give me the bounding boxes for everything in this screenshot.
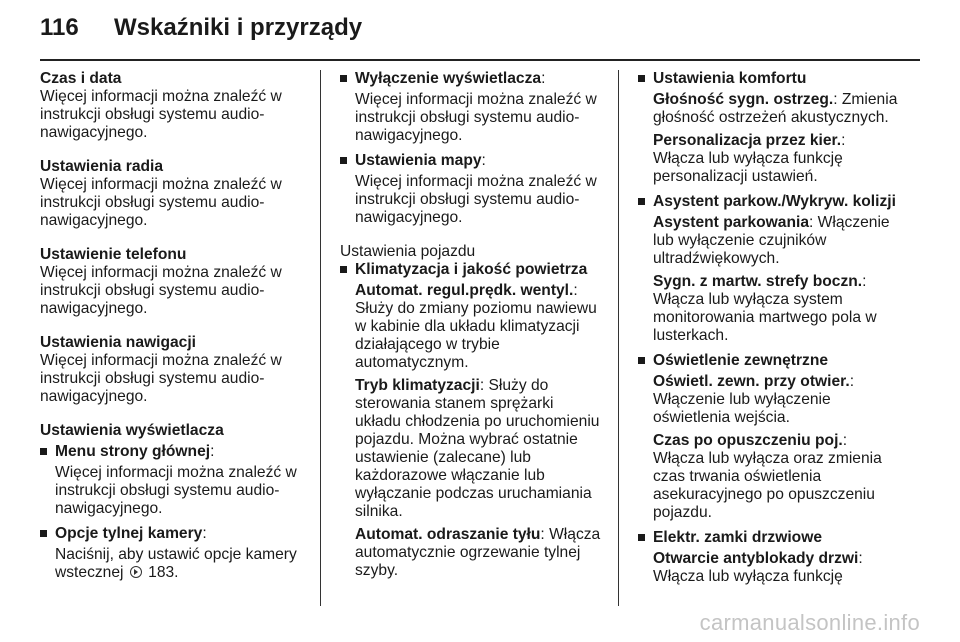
item-paragraph: Czas po opuszczeniu poj.: Włącza lub wyłącza oraz zmienia czas trwania oświetlenia asekuracyjnego po opuszczeniu pojazdu. xyxy=(653,432,882,521)
bullet-head: Ustawienia komfortu xyxy=(653,70,807,87)
page-number: 116 xyxy=(40,14,79,41)
column-separator xyxy=(320,70,321,606)
item-text: Włącza lub wyłącza funkcję personalizacji ustawień. xyxy=(653,150,843,185)
item-paragraph: Głośność sygn. ostrzeg.: Zmienia głośność ostrzeżeń akustycznych. xyxy=(653,91,898,126)
bullet-head: Oświetlenie zewnętrzne xyxy=(653,352,829,369)
bullet-head: Klimatyzacja i jakość powietrza xyxy=(355,261,588,278)
bullet-item: Menu strony głównej: xyxy=(40,443,302,461)
bullet-text xyxy=(40,546,302,582)
item-term: Personalizacja przez kier. xyxy=(653,132,842,149)
item-term: Czas po opuszczeniu poj. xyxy=(653,432,843,449)
section-text: Więcej informacji można znaleźć w instrukcji obsługi systemu audio-nawigacyjnego. xyxy=(40,264,282,317)
page-title: Wskaźniki i przyrządy xyxy=(114,14,363,41)
item-paragraph: Automat. regul.prędk. wentyl.: Służy do zmiany poziomu nawiewu w kabinie dla układu klimatyzacji działającego w trybie automatycznym. xyxy=(355,282,597,371)
page-header xyxy=(40,14,362,44)
item-term: Oświetl. zewn. przy otwier. xyxy=(653,373,850,390)
item-text: Zmienia głośność ostrzeżeń akustycznych. xyxy=(653,91,898,126)
bullet-item xyxy=(638,352,900,370)
section-title: Ustawienia nawigacji xyxy=(40,334,196,351)
ref-text: Naciśnij, aby ustawić opcje kamery wstecznej xyxy=(55,546,297,581)
section-title: Czas i data xyxy=(40,70,122,87)
bullet-head: Menu strony głównej xyxy=(55,443,211,460)
item-paragraph: Automat. odraszanie tyłu: Włącza automatycznie ogrzewanie tylnej szyby. xyxy=(355,526,601,579)
item-text: Włącza lub wyłącza oraz zmienia czas trwania oświetlenia asekuracyjnego po opuszczeniu pojazdu. xyxy=(653,450,882,521)
bullet-head: Ustawienia mapy xyxy=(355,152,482,169)
bullet-item xyxy=(638,70,900,88)
column-1 xyxy=(40,70,302,598)
item-term: Głośność sygn. ostrzeg. xyxy=(653,91,834,108)
bullet-item: Ustawienia mapy: xyxy=(340,152,602,170)
section-navigation xyxy=(40,334,302,406)
header-rule xyxy=(40,59,920,61)
bullet-head: Asystent parkow./Wykryw. kolizji xyxy=(653,193,896,210)
watermark: carmanualsonline.info xyxy=(699,610,920,635)
item-text: Włącza automatycznie ogrzewanie tylnej szyby. xyxy=(355,526,601,579)
section-display xyxy=(40,422,302,582)
item-paragraph: Asystent parkowania: Włączenie lub wyłączenie czujników ultradźwiękowych. xyxy=(653,214,890,267)
bullet-head: Wyłączenie wyświetlacza xyxy=(355,70,542,87)
bullet-item: Opcje tylnej kamery: xyxy=(40,525,302,543)
item-text: Służy do sterowania stanem sprężarki układu chłodzenia po uruchomieniu pojazdu. Można wybrać ostatnie ustawienie (zalecane) lub każdorazowe włączanie lub wyłączanie podczas uruchamiania silnika. xyxy=(355,377,600,520)
item-text: Włącza lub wyłącza system monitorowania martwego pola w lusterkach. xyxy=(653,291,877,344)
section-title: Ustawienie telefonu xyxy=(40,246,187,263)
bullet-text: Więcej informacji można znaleźć w instrukcji obsługi systemu audio-nawigacyjnego. xyxy=(355,173,597,226)
column-separator xyxy=(618,70,619,606)
bullet-item xyxy=(340,261,602,279)
item-term: Asystent parkowania xyxy=(653,214,809,231)
item-term: Sygn. z martw. strefy boczn. xyxy=(653,273,863,290)
section-title: Ustawienia radia xyxy=(40,158,164,175)
column-3 xyxy=(638,70,900,586)
section-text: Więcej informacji można znaleźć w instrukcji obsługi systemu audio-nawigacyjnego. xyxy=(40,352,282,405)
section-text: Więcej informacji można znaleźć w instrukcji obsługi systemu audio-nawigacyjnego. xyxy=(40,88,282,141)
section-phone xyxy=(40,246,302,318)
column-2 xyxy=(340,70,602,580)
item-term: Automat. odraszanie tyłu xyxy=(355,526,541,543)
section-time-date xyxy=(40,70,302,142)
bullet-head: Elektr. zamki drzwiowe xyxy=(653,529,822,546)
item-text: Służy do zmiany poziomu nawiewu w kabinie dla układu klimatyzacji działającego w trybie automatycznym. xyxy=(355,300,597,371)
item-paragraph: Oświetl. zewn. przy otwier.: Włączenie lub wyłączenie oświetlenia wejścia. xyxy=(653,373,855,426)
bullet-text: Więcej informacji można znaleźć w instrukcji obsługi systemu audio-nawigacyjnego. xyxy=(355,91,597,144)
bullet-head: Opcje tylnej kamery xyxy=(55,525,203,542)
item-text: Włączenie lub wyłączenie oświetlenia wejścia. xyxy=(653,391,831,426)
item-paragraph: Sygn. z martw. strefy boczn.: Włącza lub wyłącza system monitorowania martwego pola w lusterkach. xyxy=(653,273,877,344)
page-ref-link[interactable]: 183. xyxy=(148,564,179,581)
item-paragraph: Otwarcie antyblokady drzwi: Włącza lub wyłącza funkcję xyxy=(653,550,863,585)
item-paragraph: Tryb klimatyzacji: Służy do sterowania stanem sprężarki układu chłodzenia po uruchomieniu pojazdu. Można wybrać ostatnie ustawienie (zalecane) lub każdorazowe włączanie lub wyłączanie podczas uruchamiania silnika. xyxy=(355,377,600,520)
item-term: Automat. regul.prędk. wentyl. xyxy=(355,282,574,299)
section-title: Ustawienia pojazdu xyxy=(340,243,476,260)
item-text: Włączenie lub wyłączenie czujników ultradźwiękowych. xyxy=(653,214,890,267)
bullet-item: Wyłączenie wyświetlacza: xyxy=(340,70,602,88)
section-title: Ustawienia wyświetlacza xyxy=(40,422,224,439)
item-term: Tryb klimatyzacji xyxy=(355,377,480,394)
bullet-item xyxy=(638,193,900,211)
bullet-item xyxy=(638,529,900,547)
section-text: Więcej informacji można znaleźć w instrukcji obsługi systemu audio-nawigacyjnego. xyxy=(40,176,282,229)
section-radio xyxy=(40,158,302,230)
bullet-text: Więcej informacji można znaleźć w instrukcji obsługi systemu audio-nawigacyjnego. xyxy=(55,464,297,517)
arrow-circle-icon xyxy=(130,566,142,578)
item-term: Otwarcie antyblokady drzwi xyxy=(653,550,859,567)
item-paragraph: Personalizacja przez kier.: Włącza lub wyłącza funkcję personalizacji ustawień. xyxy=(653,132,846,185)
item-text: Włącza lub wyłącza funkcję xyxy=(653,568,843,585)
